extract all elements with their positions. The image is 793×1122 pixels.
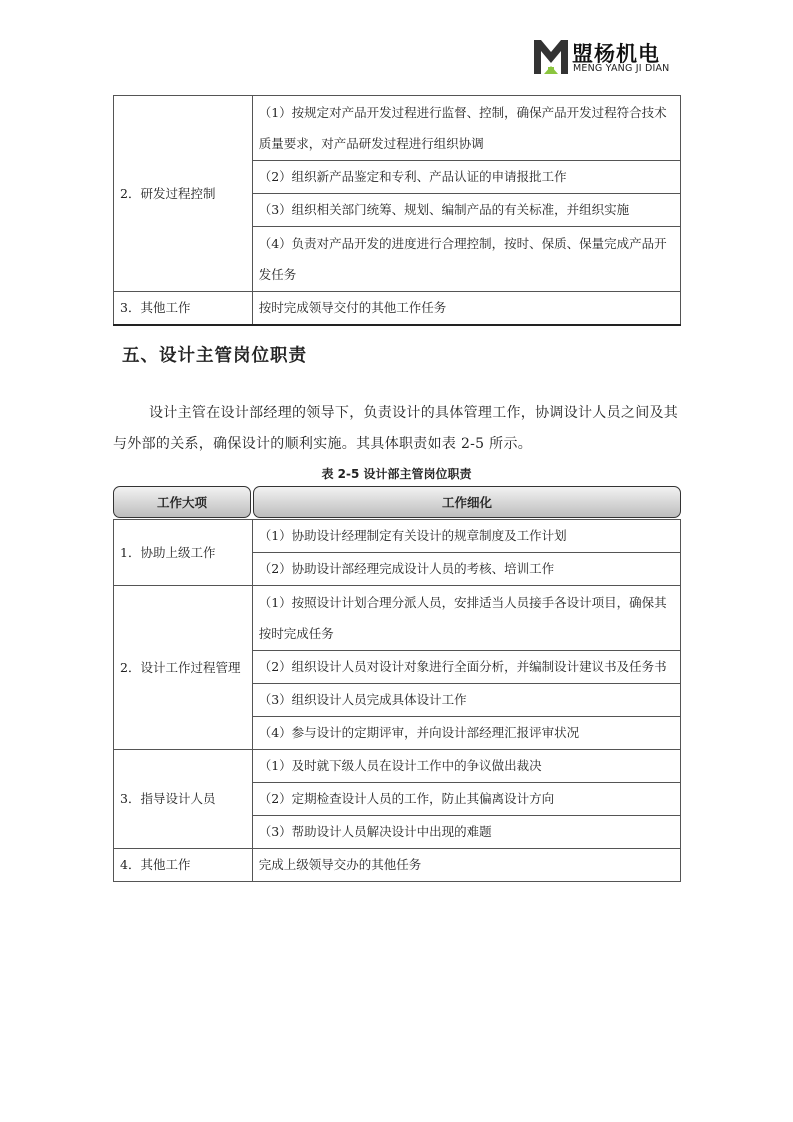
detail-cell: （2）组织新产品鉴定和专利、产品认证的申请报批工作 [252,161,680,194]
detail-cell: （1）协助设计经理制定有关设计的规章制度及工作计划 [252,520,680,553]
detail-cell: （4）参与设计的定期评审，并向设计部经理汇报评审状况 [252,717,680,750]
detail-cell: 按时完成领导交付的其他工作任务 [252,292,680,326]
table-row [114,586,681,651]
table-row [114,292,681,326]
detail-cell: （2）组织设计人员对设计对象进行全面分析，并编制设计建议书及任务书 [252,651,680,684]
prev-duty-table [113,95,681,326]
design-supervisor-duty-table [113,519,681,882]
category-cell: 1．协助上级工作 [114,520,253,586]
category-cell: 3．其他工作 [114,292,253,326]
detail-cell: 完成上级领导交办的其他任务 [252,849,680,882]
table-row [114,849,681,882]
header-category: 工作大项 [113,486,251,518]
section-title: 五、设计主管岗位职责 [122,346,307,366]
detail-cell: （1）及时就下级人员在设计工作中的争议做出裁决 [252,750,680,783]
logo-name-en: MENG YANG JI DIAN [573,63,670,74]
category-cell: 3．指导设计人员 [114,750,253,849]
detail-cell: （1）按规定对产品开发过程进行监督、控制，确保产品开发过程符合技术质量要求，对产品研发过程进行组织协调 [252,96,680,161]
detail-cell: （1）按照设计计划合理分派人员，安排适当人员接手各设计项目，确保其按时完成任务 [252,586,680,651]
category-cell: 2．研发过程控制 [114,96,253,292]
detail-cell: （3）组织相关部门统筹、规划、编制产品的有关标准，并组织实施 [252,194,680,227]
header-detail: 工作细化 [253,486,681,518]
mengyang-m-logo-icon [534,40,568,74]
detail-cell: （3）帮助设计人员解决设计中出现的难题 [252,816,680,849]
detail-cell: （4）负责对产品开发的进度进行合理控制，按时、保质、保量完成产品开发任务 [252,227,680,292]
table-row [114,520,681,553]
detail-cell: （3）组织设计人员完成具体设计工作 [252,684,680,717]
logo-name-cn: 盟杨机电 [572,42,660,66]
table-row [114,750,681,783]
detail-cell: （2）协助设计部经理完成设计人员的考核、培训工作 [252,553,680,586]
category-cell: 2．设计工作过程管理 [114,586,253,750]
table-row [114,96,681,161]
company-logo [534,38,674,78]
section-paragraph: 设计主管在设计部经理的领导下，负责设计的具体管理工作，协调设计人员之间及其与外部的关系，确保设计的顺利实施。其具体职责如表 2-5 所示。 [113,405,679,452]
detail-cell: （2）定期检查设计人员的工作，防止其偏离设计方向 [252,783,680,816]
table-caption: 表 2-5 设计部主管岗位职责 [321,467,472,481]
category-cell: 4．其他工作 [114,849,253,882]
